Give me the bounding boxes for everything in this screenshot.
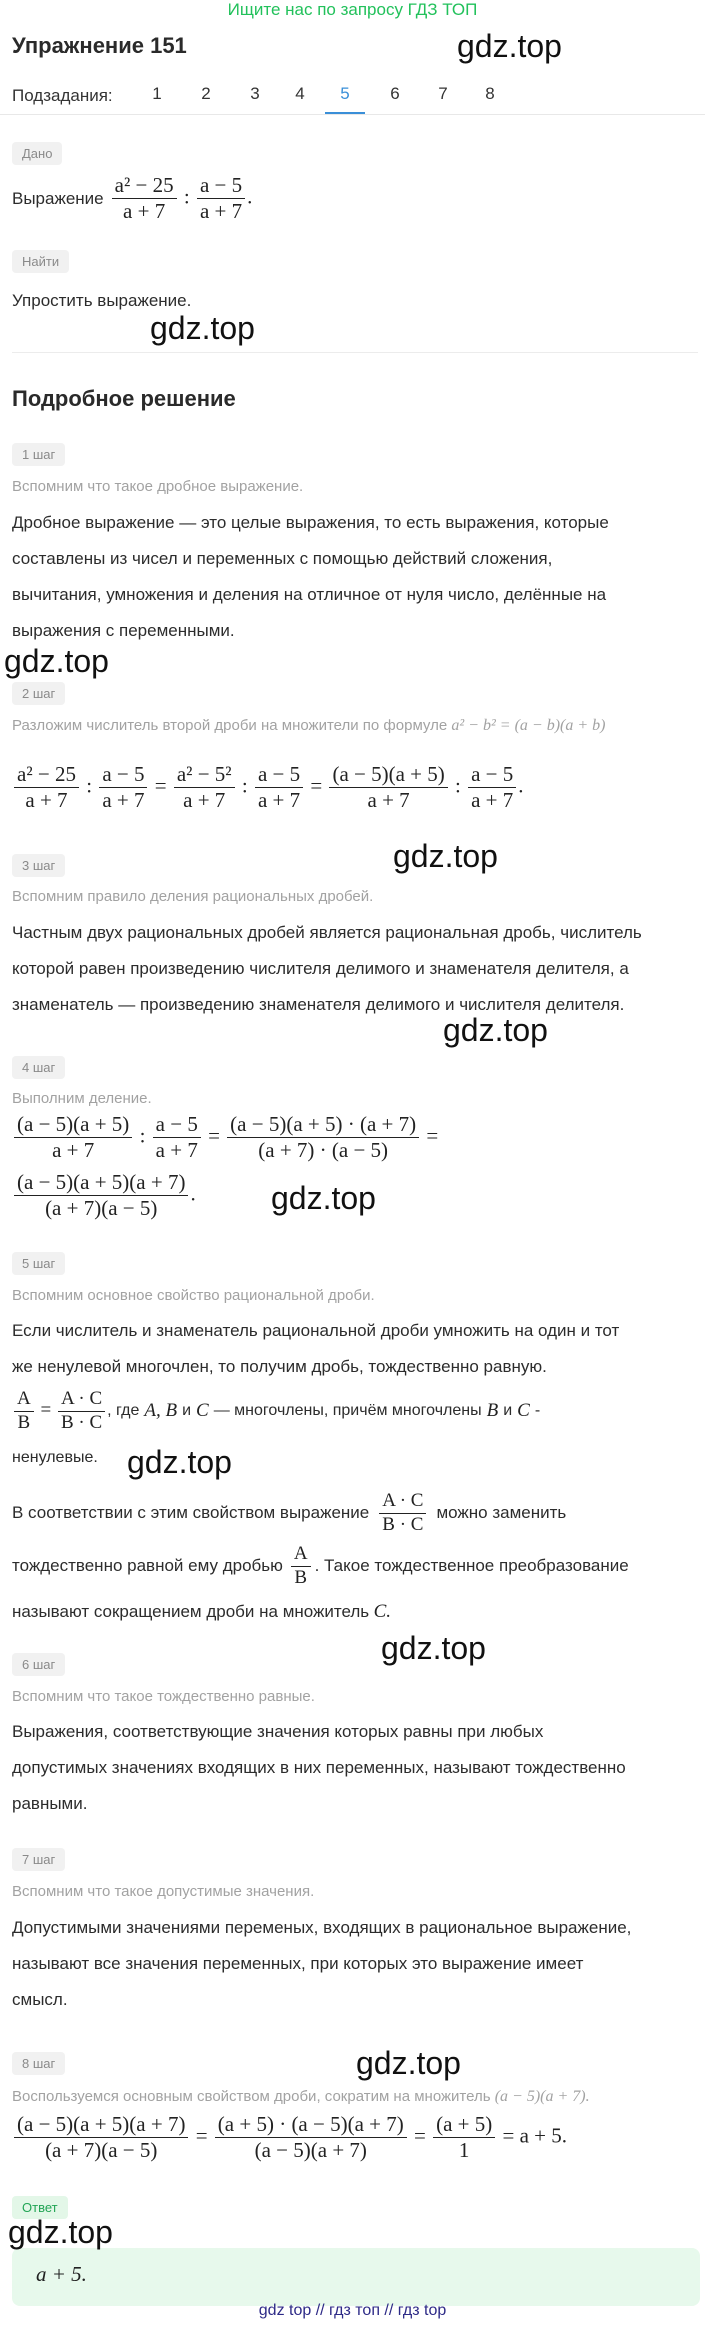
rule-text: , где [107,1402,140,1420]
para-text: тождественно равной ему дробью [12,1556,283,1576]
frac-num: (a − 5)(a + 5)(a + 7) [14,1170,188,1196]
answer-chip: Ответ [12,2196,68,2219]
frac-num: (a − 5)(a + 5) [329,762,447,788]
step-7-hint: Вспомним что такое допустимые значения. [12,1883,315,1900]
text-line: вычитания, умножения и деления на отличное от нуля число, делённые на [12,585,607,604]
step-5-chip: 5 шаг [12,1252,65,1275]
frac-num: A [291,1543,311,1567]
find-chip: Найти [12,250,69,273]
text-line: которой равен произведению числителя делимого и знаменателя делителя, а [12,959,629,978]
frac-den: a + 7 [367,788,410,813]
step-6-text [12,1714,702,1822]
step-8-result: = a + 5. [502,2123,568,2148]
step-1-text [12,505,702,649]
find-text: Упростить выражение. [12,291,192,310]
frac-num: A · C [379,1490,426,1514]
answer-value: a + 5. [36,2262,87,2286]
frac-num: a − 5 [153,1112,201,1138]
frac-num: a − 5 [468,762,516,788]
text-line: Дробное выражение — это целые выражения, то есть выражения, которые [12,513,609,532]
frac-num: a − 5 [255,762,303,788]
rule-vars: A, B [144,1400,178,1422]
para-text: называют сокращением дроби на множитель [12,1602,370,1621]
solution-title: Подробное решение [12,386,236,411]
watermark: gdz.top [457,28,562,64]
frac-den: 1 [458,2138,470,2163]
frac-den: (a + 7)(a − 5) [45,1196,158,1221]
step-5-text [12,1313,702,1385]
frac-den: B [17,1411,31,1433]
step-6-chip: 6 шаг [12,1653,65,1676]
frac-den: a + 7 [155,1138,198,1163]
rule-text-end: ненулевые. [12,1449,98,1466]
frac-den: a + 7 [25,788,68,813]
para-var: C. [373,1601,392,1622]
step-8-hint [12,2088,590,2106]
text-line: знаменатель — произведению знаменателя делимого и числителя делителя. [12,995,625,1014]
step-7-chip: 7 шаг [12,1848,65,1871]
step-3-chip: 3 шаг [12,854,65,877]
frac-num: a − 5 [99,762,147,788]
step-3-text [12,915,702,1023]
frac-den: B · C [60,1411,103,1433]
step-2-math: $\frac{\text{a² − 25}}{a + 7}$ : $\frac{a - 5}{a + 7}$ = $\frac{\text{a² − 5²}}{a + 7}$ : $\frac{a - 5}{a + 7}$ = $\frac{(a - 5)(a + 5)}{a + 7}$ : $\frac{a - 5}{a + 7}$ . [12,762,524,813]
given-frac1-num: a² − 25 [112,173,177,199]
watermark: gdz.top [4,643,109,679]
text-line: равными. [12,1794,88,1813]
text-line: Если числитель и знаменатель рациональной дроби умножить на один и тот [12,1321,620,1340]
frac-den: a + 7 [102,788,145,813]
frac-den: a + 7 [471,788,514,813]
step-4-chip: 4 шаг [12,1056,65,1079]
rule-text: и [503,1402,513,1420]
watermark: gdz.top [127,1444,232,1480]
tab-subtask-2[interactable]: 2 [201,84,211,103]
given-chip: Дано [12,142,62,165]
text-line: допустимых значениях входящих в них переменных, называют тождественно [12,1758,626,1777]
step-1-chip: 1 шаг [12,443,65,466]
frac-num: (a − 5)(a + 5) · (a + 7) [227,1112,419,1138]
given-frac2-num: a − 5 [197,173,245,199]
frac-den: (a − 5)(a + 7) [254,2138,367,2163]
watermark: gdz.top [443,1012,548,1048]
para-text: можно заменить [436,1503,567,1523]
given-text: Выражение [12,188,104,208]
para-expression [377,1490,428,1537]
text-line: выражения с переменными. [12,621,235,640]
frac-den: (a + 7)(a − 5) [45,2138,158,2163]
step-8-chip: 8 шаг [12,2052,65,2075]
frac-num: a² − 5² [174,762,235,788]
step-2-chip: 2 шаг [12,682,65,705]
text-line: Выражения, соответствующие значения которых равны при любых [12,1722,544,1741]
frac-den: a + 7 [52,1138,95,1163]
para-text: . Такое тождественное преобразование [314,1556,629,1576]
frac-den: B [294,1566,308,1588]
frac-den: a + 7 [257,788,301,813]
given-divider [12,352,698,353]
tabs-divider [0,114,705,115]
subtasks-label: Подзадания: [12,86,113,105]
step-5-para-line-1 [12,1490,566,1537]
step-2-formula: a² − b² = (a − b)(a + b) [451,717,606,734]
para-text: В соответствии с этим свойством выражение [12,1503,370,1523]
step-8-hint-text: Воспользуемся основным свойством дроби, сократим на множитель [12,2088,491,2105]
watermark: gdz.top [381,1630,486,1666]
frac-num: (a + 5) · (a − 5)(a + 7) [215,2112,407,2138]
given-expression: $\frac{\text{a² − 25}}{a + 7}$ : $\frac{a - 5}{a + 7}$ . [110,173,253,224]
watermark: gdz.top [8,2214,113,2250]
watermark: gdz.top [356,2045,461,2081]
rule-var: B [486,1400,499,1422]
text-line: Допустимыми значениями переменых, входящих в рациональное выражение, [12,1918,632,1937]
tab-subtask-8[interactable]: 8 [485,84,495,103]
step-1-hint: Вспомним что такое дробное выражение. [12,478,304,495]
frac-num: (a + 5) [433,2112,495,2138]
step-5-hint: Вспомним основное свойство рациональной дроби. [12,1287,375,1304]
given-frac1-den: a + 7 [123,199,166,224]
text-line: же ненулевой многочлен, то получим дробь, тождественно равную. [12,1357,547,1376]
step-3-hint: Вспомним правило деления рациональных дробей. [12,888,374,905]
tab-subtask-6[interactable]: 6 [390,84,400,103]
footer-links[interactable]: gdz top // гдз топ // гдз top [258,2302,447,2319]
page-title: Упражнение 151 [12,33,187,58]
tab-subtask-7[interactable]: 7 [438,84,448,103]
step-5-para-line-2 [12,1543,629,1590]
text-line: Частным двух рациональных дробей является рациональная дробь, числитель [12,923,642,942]
frac-num: A [14,1388,34,1412]
frac-num: A · C [58,1388,105,1412]
rule-var: C [196,1400,209,1422]
frac-num: (a − 5)(a + 5)(a + 7) [14,2112,188,2138]
search-banner[interactable]: Ищите нас по запросу ГДЗ ТОП [227,0,478,19]
text-line: называют все значения переменных, при которых это выражение имеет [12,1954,584,1973]
step-7-text [12,1910,702,2018]
step-8-math: $\frac{(a - 5)(a + 5)(a + 7)}{(a + 7)(a - 5)}$ = $\frac{(a + 5) \cdot (a - 5)(a + 7)}{(a - 5)(a + 7)}$ = $\frac{(a + 5)}{1}$ = a + 5. [12,2112,567,2163]
frac-num: (a − 5)(a + 5) [14,1112,132,1138]
watermark: gdz.top [271,1180,376,1216]
text-line: составлены из чисел и переменных с помощью действий сложения, [12,549,553,568]
text-line: смысл. [12,1990,68,2009]
rule-var: C [517,1400,530,1422]
step-4-hint: Выполним деление. [12,1090,152,1107]
rule-text: — многочлены, причём многочлены [213,1402,482,1420]
step-8-factor: (a − 5)(a + 7). [494,2088,590,2105]
given-row [12,173,252,224]
para-fraction [289,1543,313,1590]
step-2-hint [12,717,605,735]
given-frac2-den: a + 7 [199,199,243,224]
tab-subtask-5[interactable]: 5 [340,84,350,103]
step-4-math-line-2: $\frac{(a - 5)(a + 5)(a + 7)}{(a + 7)(a - 5)}$ . [12,1170,196,1221]
rule-formula: $\frac{A}{B}$ = $\frac{A \cdot C}{B \cdot C}$ [12,1388,107,1435]
step-5-para-line-3 [12,1594,391,1630]
frac-den: B · C [382,1513,424,1535]
tab-subtask-1[interactable]: 1 [152,84,162,103]
step-2-hint-text: Разложим числитель второй дроби на множители по формуле [12,717,448,734]
watermark: gdz.top [393,838,498,874]
frac-den: a + 7 [183,788,226,813]
rule-text: - [534,1402,541,1420]
watermark: gdz.top [150,310,255,346]
frac-den: (a + 7) · (a − 5) [258,1138,389,1163]
step-4-math-line-1: $\frac{(a - 5)(a + 5)}{a + 7}$ : $\frac{a - 5}{a + 7}$ = $\frac{(a - 5)(a + 5) \cdot (a + 7)}{(a + 7) \cdot (a - 5)}$ = [12,1112,438,1163]
answer-box [12,2248,700,2306]
tab-subtask-3[interactable]: 3 [250,84,260,103]
rule-text: и [182,1402,192,1420]
step-6-hint: Вспомним что такое тождественно равные. [12,1688,315,1705]
step-5-rule [12,1388,540,1435]
tab-subtask-4[interactable]: 4 [295,84,305,103]
frac-num: a² − 25 [14,762,79,788]
